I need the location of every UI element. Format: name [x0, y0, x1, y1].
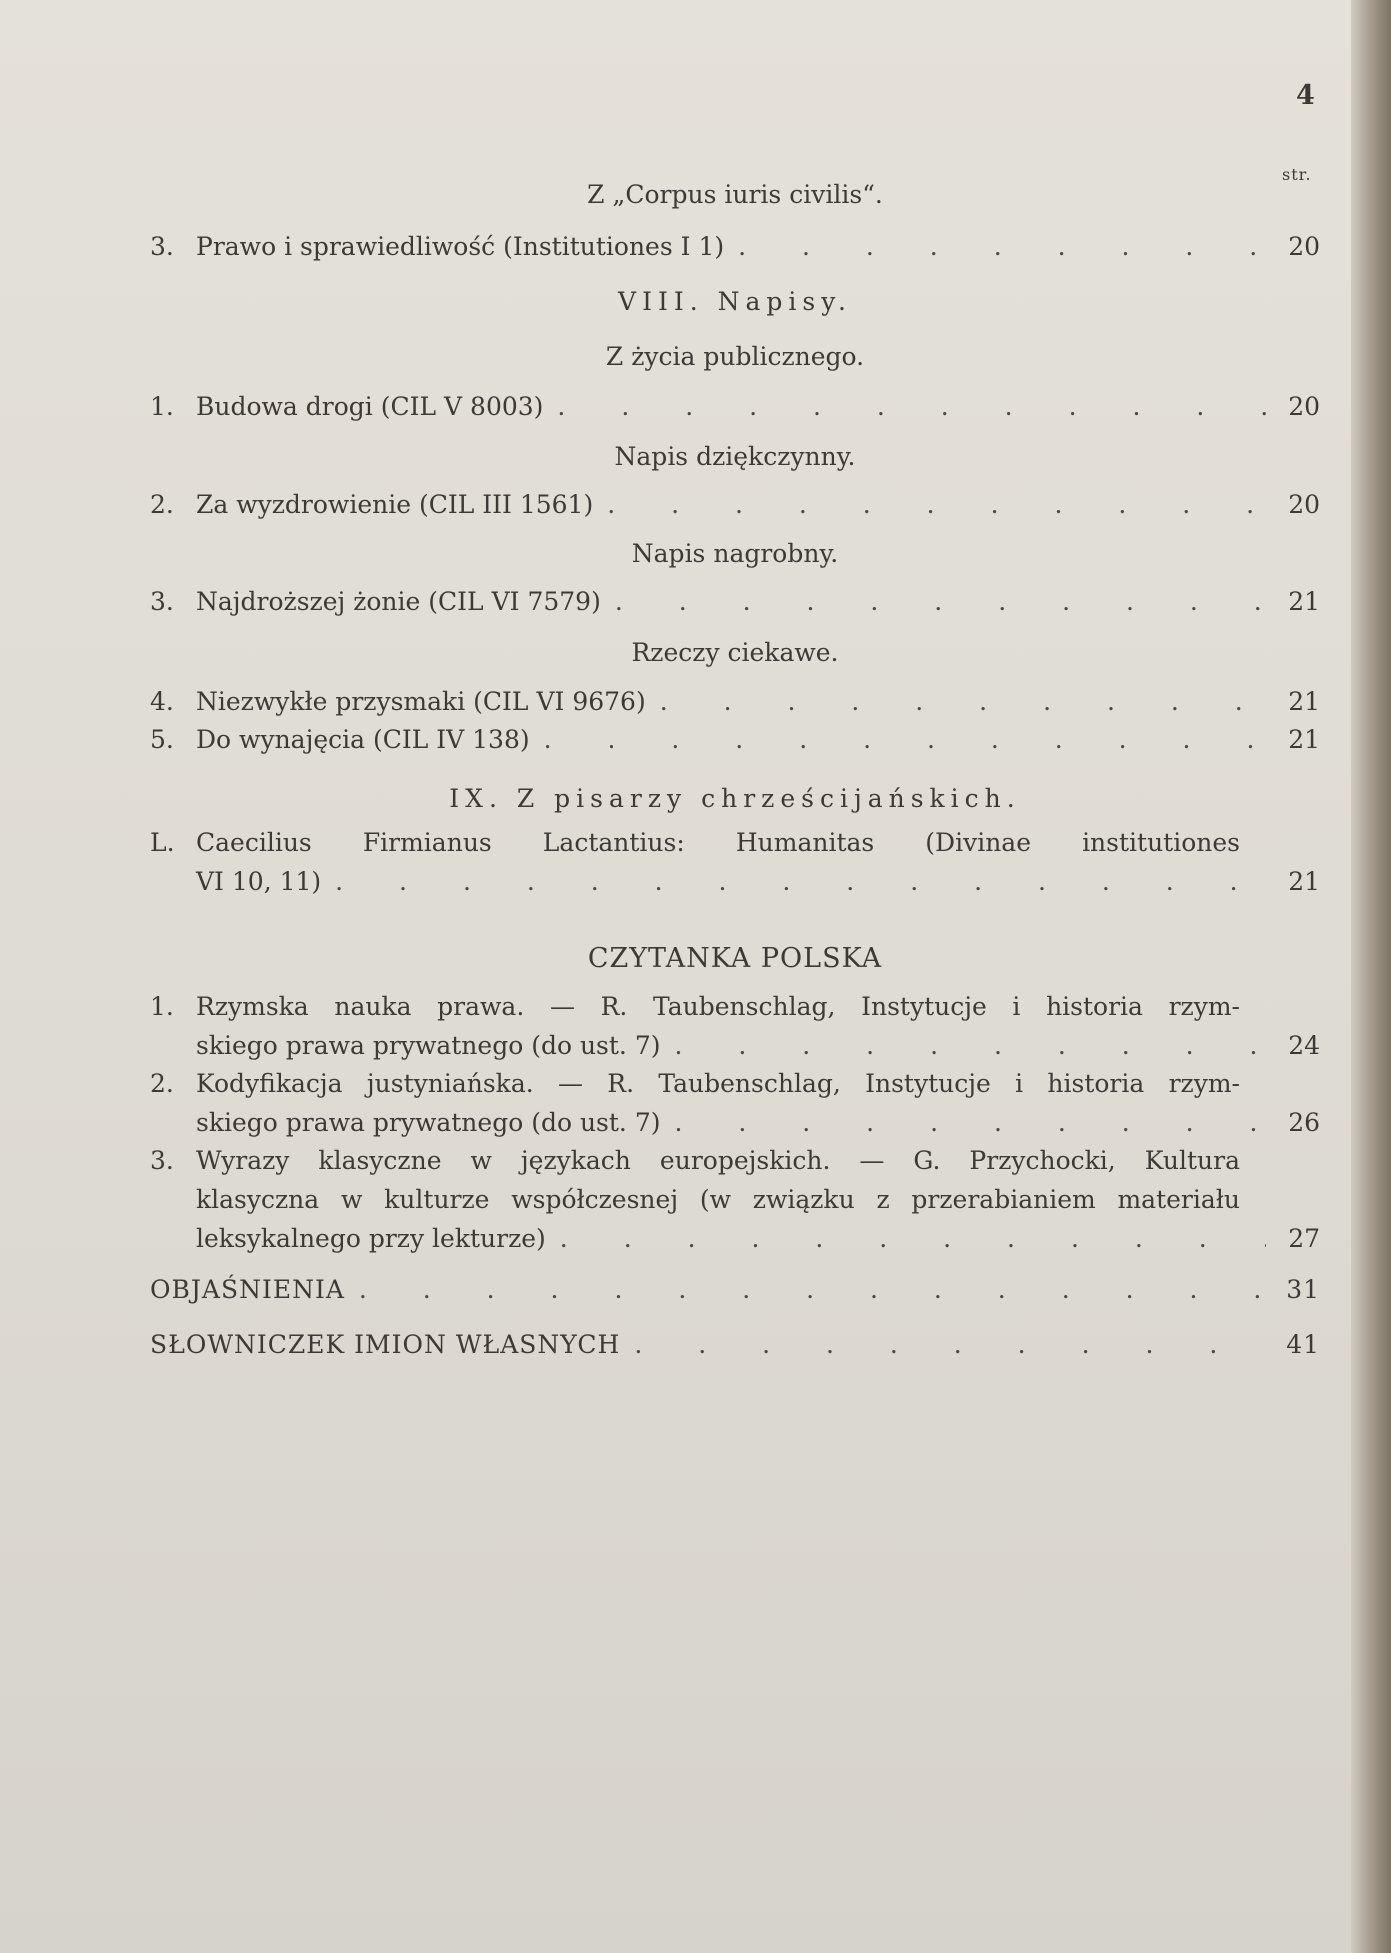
- section-heading-pisarze: IX. Z pisarzy chrześcijańskich.: [449, 784, 1021, 813]
- entry-title-line: Kodyfikacja justyniańska. — R. Taubenschlag, Instytucje i historia rzym-: [196, 1069, 1240, 1098]
- entry-title: SŁOWNICZEK IMION WŁASNYCH: [150, 1330, 621, 1359]
- dot-leader: [675, 1031, 1267, 1060]
- dot-leader: [634, 1330, 1266, 1359]
- subheading-dziekczynny: Napis dziękczynny.: [614, 442, 856, 471]
- entry-title: OBJAŚNIENIA: [150, 1275, 345, 1304]
- toc-entry-czytanka: [150, 1069, 1320, 1147]
- dot-leader: [660, 687, 1266, 716]
- entry-page: 27: [1288, 1224, 1320, 1253]
- toc-entry-czytanka: [150, 1146, 1320, 1263]
- page-number: 4: [1296, 80, 1315, 111]
- entry-number: 5.: [150, 725, 174, 754]
- subheading-ciekawe: Rzeczy ciekawe.: [631, 638, 839, 667]
- toc-entry: [150, 687, 1320, 727]
- entry-number: L.: [150, 828, 175, 857]
- entry-title-line: skiego prawa prywatnego (do ust. 7): [196, 1031, 661, 1060]
- entry-title: Prawo i sprawiedliwość (Institutiones I 1): [196, 232, 725, 261]
- entry-page: 24: [1288, 1031, 1320, 1060]
- dot-leader: [544, 725, 1266, 754]
- subheading-corpus: Z „Corpus iuris civilis“.: [587, 180, 883, 209]
- entry-page: 21: [1288, 867, 1320, 896]
- toc-entry-czytanka: [150, 992, 1320, 1070]
- entry-title: Niezwykłe przysmaki (CIL VI 9676): [196, 687, 646, 716]
- entry-page: 41: [1286, 1330, 1320, 1359]
- toc-entry: [150, 725, 1320, 765]
- toc-entry-objasnienia: [150, 1275, 1320, 1315]
- entry-number: 3.: [150, 1146, 174, 1175]
- dot-leader: [675, 1108, 1267, 1137]
- entry-title: Budowa drogi (CIL V 8003): [196, 392, 544, 421]
- entry-title-line: leksykalnego przy lekturze): [196, 1224, 546, 1253]
- toc-entry: [150, 232, 1320, 272]
- dot-leader: [607, 490, 1266, 519]
- dot-leader: [359, 1275, 1266, 1304]
- entry-page: 20: [1288, 392, 1320, 421]
- toc-entry: [150, 490, 1320, 530]
- entry-title-line: klasyczna w kulturze współczesnej (w związku z przerabianiem materiału: [196, 1185, 1240, 1214]
- dot-leader: [335, 867, 1266, 896]
- entry-title-line: skiego prawa prywatnego (do ust. 7): [196, 1108, 661, 1137]
- entry-number: 1.: [150, 392, 174, 421]
- entry-title-line: VI 10, 11): [196, 867, 322, 896]
- toc-entry-lactantius: [150, 828, 1320, 906]
- entry-number: 2.: [150, 490, 174, 519]
- dot-leader: [615, 587, 1266, 616]
- section-heading-napisy: VIII. Napisy.: [618, 287, 852, 316]
- toc-entry: [150, 587, 1320, 627]
- entry-title: Za wyzdrowienie (CIL III 1561): [196, 490, 594, 519]
- entry-page: 26: [1288, 1108, 1320, 1137]
- entry-number: 4.: [150, 687, 174, 716]
- entry-title-line: Caecilius Firmianus Lactantius: Humanitas (Divinae institutiones: [196, 828, 1240, 857]
- entry-page: 21: [1288, 687, 1320, 716]
- toc-entry: [150, 392, 1320, 432]
- page-column-label: str.: [1282, 165, 1312, 184]
- entry-title-line: Wyrazy klasyczne w językach europejskich. — G. Przychocki, Kultura: [196, 1146, 1240, 1175]
- toc-entry-slowniczek: [150, 1330, 1320, 1370]
- entry-page: 21: [1288, 725, 1320, 754]
- entry-number: 1.: [150, 992, 174, 1021]
- entry-number: 3.: [150, 232, 174, 261]
- entry-page: 21: [1288, 587, 1320, 616]
- subheading-zycie: Z życia publicznego.: [605, 342, 865, 371]
- entry-page: 31: [1286, 1275, 1320, 1304]
- entry-number: 3.: [150, 587, 174, 616]
- subheading-nagrobny: Napis nagrobny.: [631, 539, 839, 568]
- entry-title-line: Rzymska nauka prawa. — R. Taubenschlag, Instytucje i historia rzym-: [196, 992, 1240, 1021]
- entry-number: 2.: [150, 1069, 174, 1098]
- entry-title: Najdroższej żonie (CIL VI 7579): [196, 587, 601, 616]
- page-edge: [1351, 0, 1391, 1953]
- entry-page: 20: [1288, 490, 1320, 519]
- entry-title: Do wynajęcia (CIL IV 138): [196, 725, 530, 754]
- dot-leader: [560, 1224, 1266, 1253]
- section-heading-czytanka: CZYTANKA POLSKA: [587, 943, 883, 974]
- entry-page: 20: [1288, 232, 1320, 261]
- dot-leader: [557, 392, 1266, 421]
- dot-leader: [738, 232, 1266, 261]
